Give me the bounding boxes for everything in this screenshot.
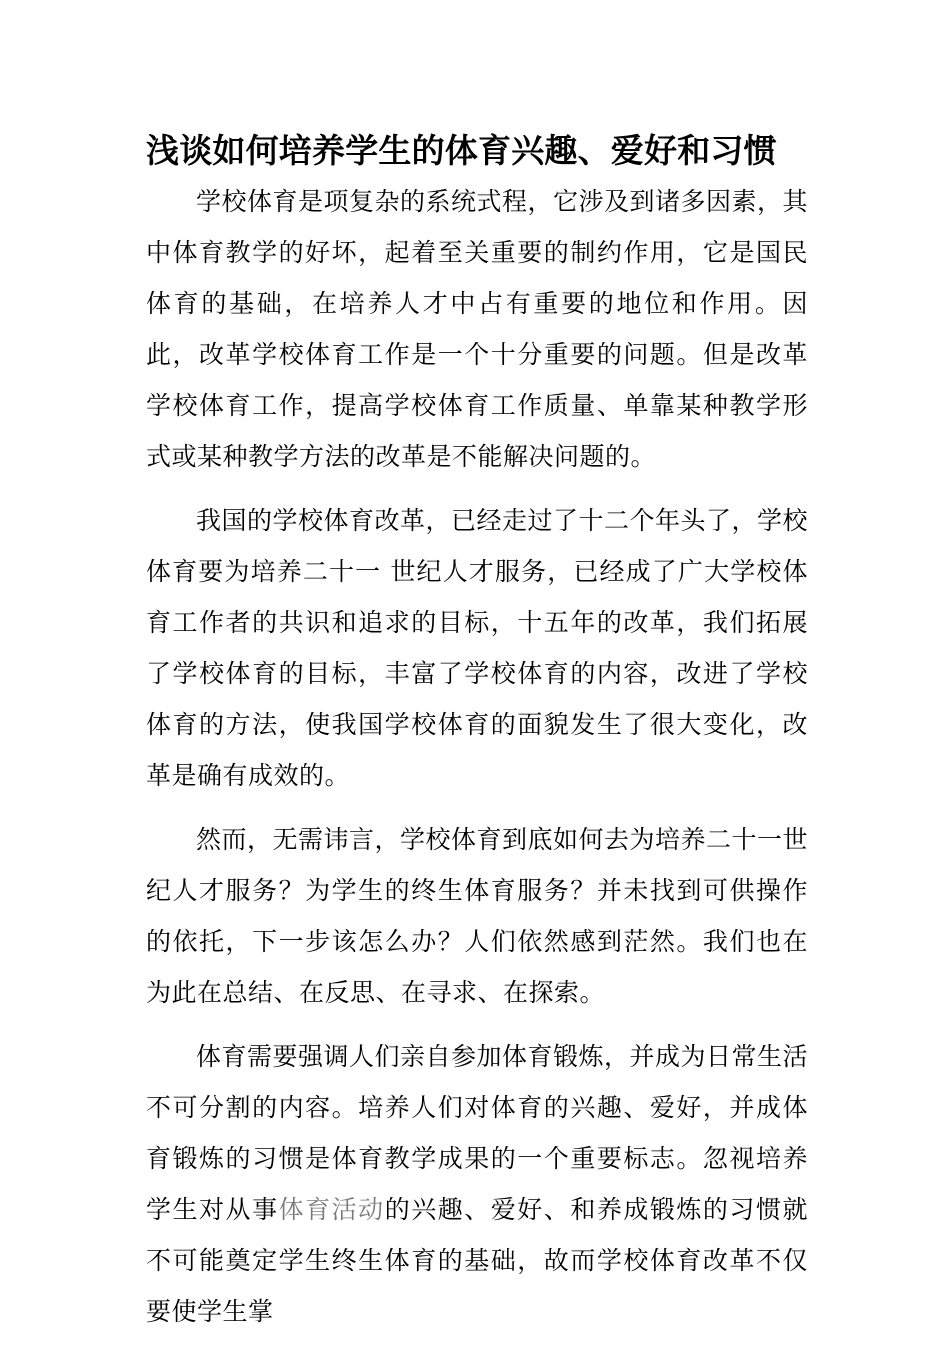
document-body (146, 176, 808, 1350)
paragraph-2: 我国的学校体育改革，已经走过了十二个年头了，学校体育要为培养二十一 世纪人才服务，已经成了广大学校体育工作者的共识和追求的目标，十五年的改革，我们拓展了学校体育的目标，丰富了学校体育的内容，改进了学校体育的方法，使我国学校体育的面貌发生了很大变化，改革是确有成效的。 (146, 506, 809, 790)
paragraph-4-text-after-link: 的兴趣、爱好、和养成锻炼的习惯就不可能奠定学生终生体育的基础，故而学校体育改革不仅要使学生掌 (146, 1195, 808, 1326)
sports-activity-link[interactable]: 体育活动 (278, 1195, 385, 1224)
document-title: 浅谈如何培养学生的体育兴趣、爱好和习惯 (146, 131, 777, 170)
paragraph-4-text-before-link: 体育需要强调人们亲自参加体育锻炼，并成为日常生活不可分割的内容。培养人们对体育的兴趣、爱好，并成体育锻炼的习惯是体育教学成果的一个重要标志。忽视培养学生对从事 (146, 1042, 809, 1224)
paragraph-1: 学校体育是项复杂的系统式程，它涉及到诸多因素，其中体育教学的好坏，起着至关重要的制约作用，它是国民体育的基础，在培养人才中占有重要的地位和作用。因此，改革学校体育工作是一个十分重要的问题。但是改革学校体育工作，提高学校体育工作质量、单靠某种教学形式或某种教学方法的改革是不能解决问题的。 (146, 187, 809, 471)
paragraph-4 (146, 1031, 808, 1337)
paragraph-3: 然而，无需讳言，学校体育到底如何去为培养二十一世纪人才服务？为学生的终生体育服务？并未找到可供操作的依托，下一步该怎么办？人们依然感到茫然。我们也在为此在总结、在反思、在寻求、在探索。 (146, 825, 809, 1007)
